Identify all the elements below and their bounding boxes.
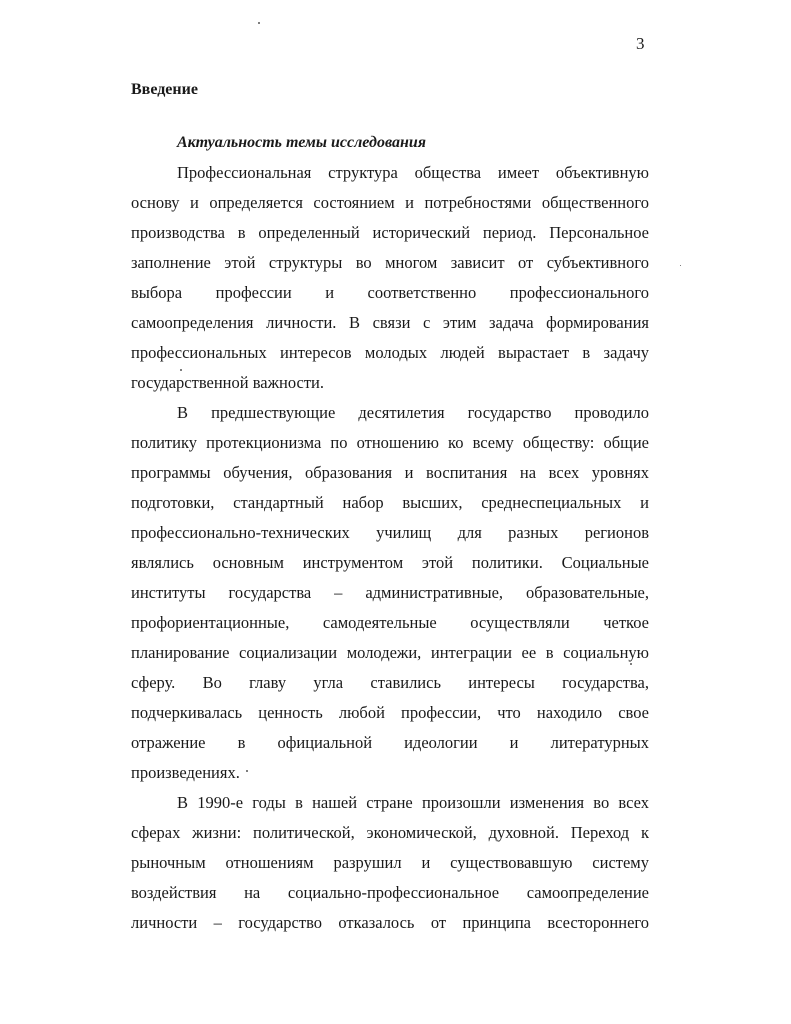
scan-speck	[630, 663, 632, 665]
subsection-heading: Актуальность темы исследования	[177, 134, 426, 151]
paragraph-line: воздействия на социально-профессиональное самоопределение	[131, 883, 649, 902]
scan-speck	[246, 770, 248, 772]
paragraph-line: основу и определяется состоянием и потребностями общественного	[131, 193, 649, 212]
scan-speck	[180, 369, 182, 371]
paragraph-line: являлись основным инструментом этой политики. Социальные	[131, 553, 649, 572]
page-number: 3	[636, 34, 645, 53]
paragraph-line: Профессиональная структура общества имеет объективную	[177, 163, 649, 182]
paragraph-line: планирование социализации молодежи, интеграции ее в социальную	[131, 643, 649, 662]
paragraph-line: подчеркивалась ценность любой профессии, что находило свое	[131, 703, 649, 722]
paragraph-line: профориентационные, самодеятельные осуществляли четкое	[131, 613, 649, 632]
paragraph-line: программы обучения, образования и воспитания на всех уровнях	[131, 463, 649, 482]
paragraph-line: политику протекционизма по отношению ко всему обществу: общие	[131, 433, 649, 452]
paragraph-line: профессиональных интересов молодых людей вырастает в задачу	[131, 343, 649, 362]
section-heading: Введение	[131, 81, 198, 98]
scan-speck	[680, 265, 681, 266]
paragraph-line: государственной важности.	[131, 373, 324, 392]
paragraph-line: сферах жизни: политической, экономической, духовной. Переход к	[131, 823, 649, 842]
paragraph-line: самоопределения личности. В связи с этим задача формирования	[131, 313, 649, 332]
paragraph-line: заполнение этой структуры во многом зависит от субъективного	[131, 253, 649, 272]
paragraph-line: выбора профессии и соответственно профессионального	[131, 283, 649, 302]
paragraph-line: рыночным отношениям разрушил и существовавшую систему	[131, 853, 649, 872]
paragraph-line: личности – государство отказалось от принципа всестороннего	[131, 913, 649, 932]
paragraph-line: произведениях.	[131, 763, 240, 782]
paragraph-line: производства в определенный исторический период. Персональное	[131, 223, 649, 242]
scan-speck	[258, 22, 260, 24]
paragraph-line: профессионально-технических училищ для разных регионов	[131, 523, 649, 542]
paragraph-line: подготовки, стандартный набор высших, среднеспециальных и	[131, 493, 649, 512]
paragraph-line: сферу. Во главу угла ставились интересы государства,	[131, 673, 649, 692]
paragraph-line: институты государства – административные, образовательные,	[131, 583, 649, 602]
paragraph-line: отражение в официальной идеологии и литературных	[131, 733, 649, 752]
paragraph-line: В предшествующие десятилетия государство проводило	[177, 403, 649, 422]
paragraph-line: В 1990-е годы в нашей стране произошли изменения во всех	[177, 793, 649, 812]
